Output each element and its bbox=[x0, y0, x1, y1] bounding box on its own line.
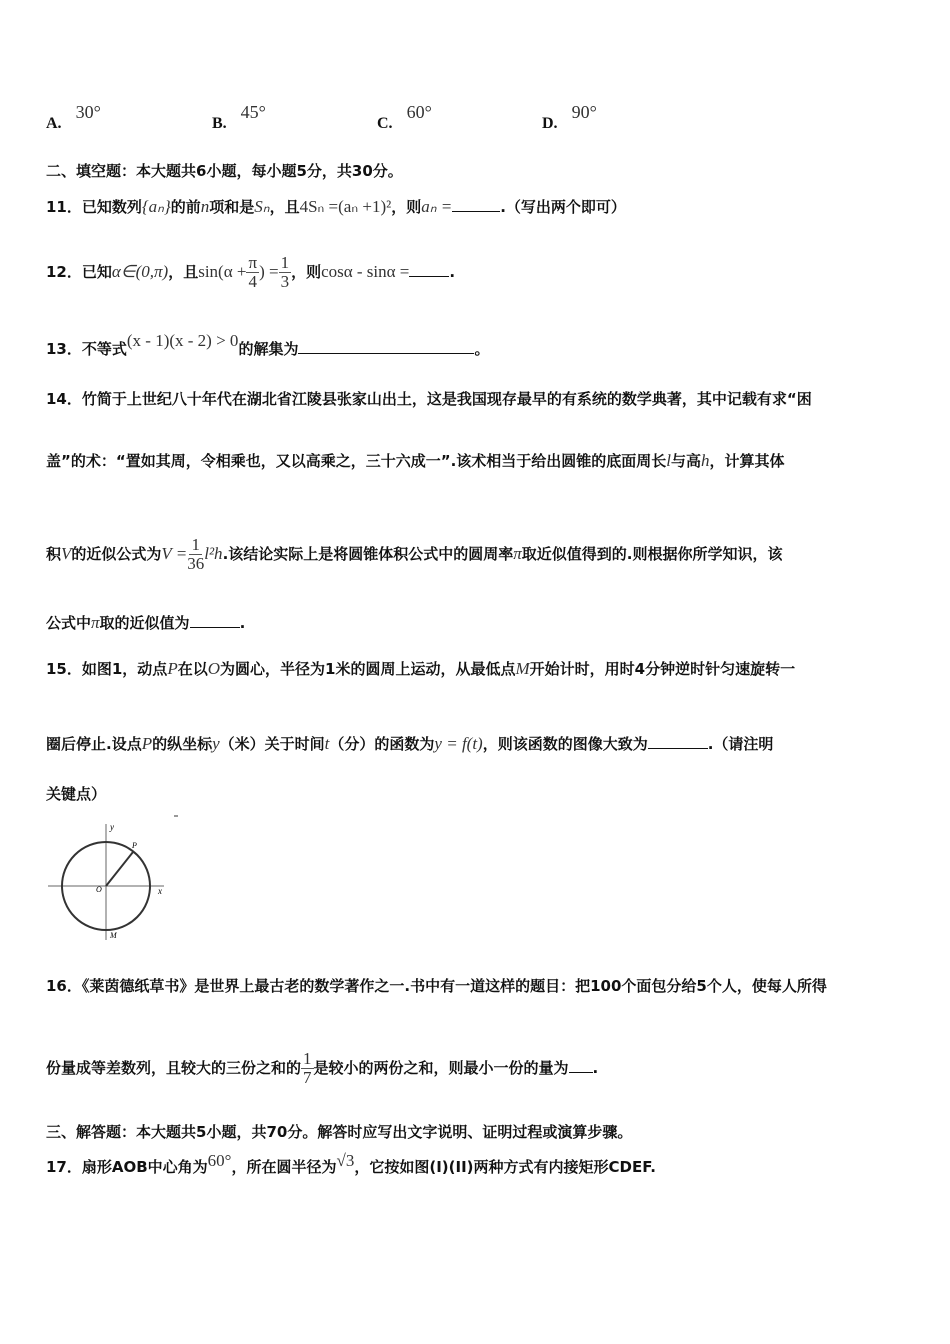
option-letter: C. bbox=[377, 115, 393, 132]
text: 的近似公式为 bbox=[71, 545, 162, 563]
math: aₙ = bbox=[421, 197, 453, 216]
option-c bbox=[377, 102, 432, 133]
question-16-line-1: 16．《莱茵德纸草书》是世界上最古老的数学著作之一.书中有一道这样的题目：把100个面包分给5个人，使每人所得 bbox=[46, 977, 827, 995]
m-label: M bbox=[110, 931, 117, 940]
numerator: 1 bbox=[303, 1049, 312, 1068]
text: ，且 bbox=[269, 198, 300, 216]
numerator: π bbox=[248, 253, 258, 272]
question-14-line-1: 14．竹简于上世纪八十年代在湖北省江陵县张家山出土，这是我国现存最早的有系统的数学典著，其中记载有求“困 bbox=[46, 390, 812, 408]
o-label: O bbox=[96, 885, 102, 894]
question-15-line-2 bbox=[46, 733, 773, 754]
math: y = f(t) bbox=[434, 734, 483, 753]
option-letter: D. bbox=[542, 115, 558, 132]
math: V = bbox=[161, 544, 188, 563]
text: 取近似值得到的.则根据你所学知识，该 bbox=[521, 545, 783, 563]
fraction bbox=[246, 254, 259, 291]
radius-op bbox=[106, 852, 133, 886]
text: .（写出两个即可） bbox=[500, 198, 626, 216]
text: ，它按如图(I)(II)两种方式有内接矩形CDEF. bbox=[354, 1158, 656, 1176]
text: ，且 bbox=[168, 263, 199, 281]
math: t bbox=[324, 734, 330, 753]
math: l²h bbox=[204, 544, 223, 563]
text: 17．扇形AOB中心角为 bbox=[46, 1158, 208, 1176]
text: ，则该函数的图像大致为 bbox=[482, 735, 648, 753]
option-value: 30° bbox=[75, 102, 101, 122]
question-14-line-4 bbox=[46, 612, 245, 633]
text: 12．已知 bbox=[46, 263, 112, 281]
question-14-line-2 bbox=[46, 450, 785, 471]
answer-blank bbox=[648, 748, 708, 749]
math: α∈(0,π) bbox=[111, 262, 169, 281]
option-value: 60° bbox=[406, 102, 432, 122]
text: 11．已知数列 bbox=[46, 198, 142, 216]
option-d bbox=[542, 102, 597, 133]
option-value: 90° bbox=[571, 102, 597, 122]
math: n bbox=[200, 197, 210, 216]
text: 的纵坐标 bbox=[152, 735, 213, 753]
text: ，计算其体 bbox=[709, 452, 785, 470]
math: 60° bbox=[207, 1151, 232, 1170]
question-12 bbox=[46, 254, 455, 291]
math: y bbox=[212, 734, 220, 753]
denominator: 4 bbox=[248, 272, 258, 291]
answer-blank bbox=[409, 276, 449, 277]
text: . bbox=[239, 614, 246, 632]
fraction bbox=[187, 536, 204, 573]
question-13 bbox=[46, 331, 490, 359]
unit-circle-figure bbox=[44, 812, 184, 942]
math: {aₙ} bbox=[141, 197, 171, 216]
text: 积 bbox=[46, 545, 62, 563]
text: 圈后停止.设点 bbox=[46, 735, 142, 753]
math: sin(α + bbox=[198, 262, 247, 281]
answer-blank bbox=[298, 353, 474, 354]
y-label: y bbox=[110, 822, 114, 832]
question-17 bbox=[46, 1151, 656, 1177]
text: 的解集为 bbox=[238, 340, 299, 358]
answer-blank bbox=[452, 211, 500, 212]
answer-blank bbox=[569, 1072, 593, 1073]
math: P bbox=[167, 659, 178, 678]
math: π bbox=[91, 613, 100, 632]
text: 盖”的术：“置如其周，令相乘也，又以高乘之，三十六成一”.该术相当于给出圆锥的底面周长 bbox=[46, 452, 667, 470]
option-letter: B. bbox=[212, 115, 227, 132]
text: 份量成等差数列，且较大的三份之和的 bbox=[46, 1059, 302, 1077]
question-11 bbox=[46, 196, 626, 217]
question-14-line-3 bbox=[46, 536, 783, 573]
fraction bbox=[279, 254, 292, 291]
math: ) = bbox=[259, 262, 279, 281]
math: h bbox=[701, 451, 710, 470]
text: ，所在圆半径为 bbox=[231, 1158, 337, 1176]
x-label: x bbox=[158, 886, 162, 896]
option-letter: A. bbox=[46, 115, 62, 132]
text: 的前 bbox=[170, 198, 201, 216]
question-15-line-1 bbox=[46, 658, 795, 679]
math: O bbox=[207, 659, 220, 678]
question-15-line-3: 关键点） bbox=[46, 785, 107, 803]
text: 取的近似值为 bbox=[99, 614, 190, 632]
math: π bbox=[513, 544, 522, 563]
numerator: 1 bbox=[280, 253, 290, 272]
option-value: 45° bbox=[240, 102, 266, 122]
p-label: P bbox=[132, 841, 137, 850]
math: Sₙ bbox=[254, 197, 270, 216]
text: .（请注明 bbox=[707, 735, 774, 753]
text: 项和是 bbox=[209, 198, 255, 216]
answer-blank bbox=[190, 627, 240, 628]
text: . bbox=[449, 263, 456, 281]
math: cosα - sinα = bbox=[321, 262, 410, 281]
text: .该结论实际上是将圆锥体积公式中的圆周率 bbox=[222, 545, 514, 563]
fraction bbox=[301, 1050, 314, 1087]
text: 是较小的两份之和，则最小一份的量为 bbox=[313, 1059, 569, 1077]
section-2-heading: 二、填空题：本大题共6小题，每小题5分，共30分。 bbox=[46, 162, 403, 180]
math: √3 bbox=[336, 1151, 355, 1170]
math: P bbox=[141, 734, 153, 753]
math: l bbox=[666, 451, 672, 470]
question-16-line-2 bbox=[46, 1050, 598, 1087]
option-b bbox=[212, 102, 266, 133]
denominator: 3 bbox=[280, 272, 290, 291]
denominator: 7 bbox=[303, 1068, 312, 1087]
text: 。 bbox=[474, 340, 490, 358]
text: 开始计时，用时4分钟逆时针匀速旋转一 bbox=[529, 660, 796, 678]
text: . bbox=[592, 1059, 599, 1077]
math: V bbox=[61, 544, 72, 563]
text: 在以 bbox=[177, 660, 208, 678]
text: （米）关于时间 bbox=[219, 735, 325, 753]
text: ，则 bbox=[291, 263, 322, 281]
denominator: 36 bbox=[187, 554, 205, 573]
math: M bbox=[515, 659, 530, 678]
text: 与高 bbox=[671, 452, 702, 470]
math: 4Sₙ =(aₙ +1)² bbox=[299, 197, 392, 216]
math: (x - 1)(x - 2) > 0 bbox=[126, 331, 239, 350]
numerator: 1 bbox=[191, 535, 200, 554]
text: 13．不等式 bbox=[46, 340, 127, 358]
text: （分）的函数为 bbox=[329, 735, 435, 753]
option-a bbox=[46, 102, 101, 133]
text: 公式中 bbox=[46, 614, 92, 632]
text: ，则 bbox=[391, 198, 422, 216]
section-3-heading: 三、解答题：本大题共5小题，共70分。解答时应写出文字说明、证明过程或演算步骤。 bbox=[46, 1123, 633, 1141]
text: 为圆心，半径为1米的圆周上运动，从最低点 bbox=[220, 660, 516, 678]
text: 15．如图1，动点 bbox=[46, 660, 168, 678]
